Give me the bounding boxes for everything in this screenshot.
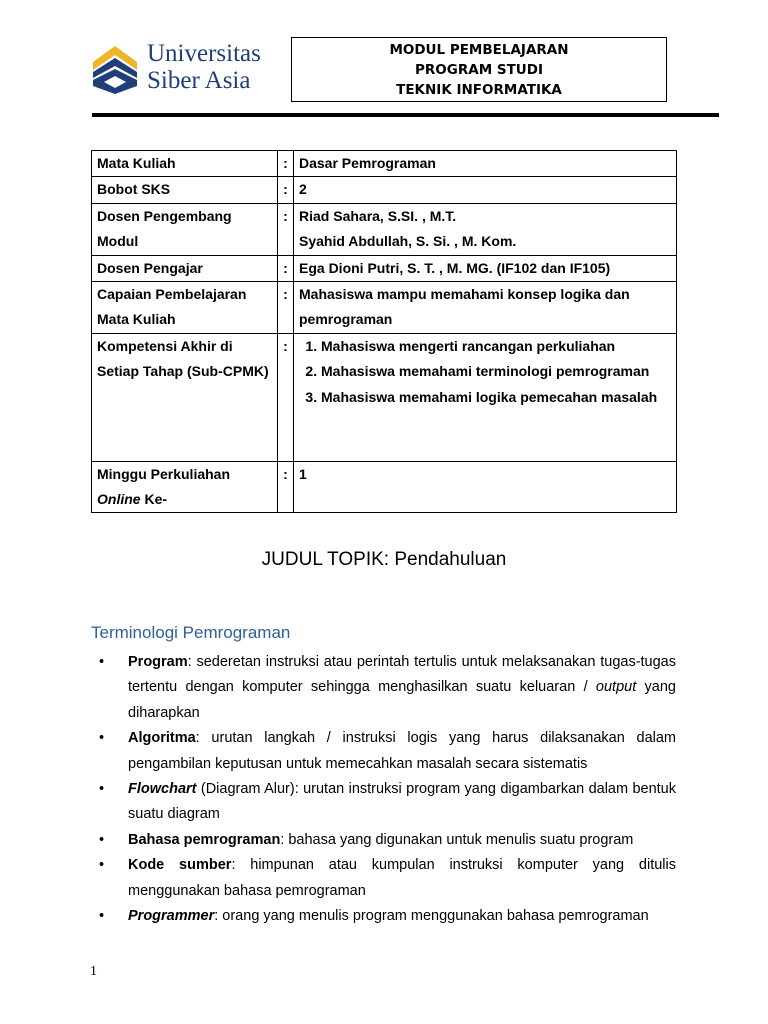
term-name: Program — [128, 654, 188, 670]
course-info-table — [91, 150, 677, 513]
table-row — [92, 203, 677, 255]
header-line-2: PROGRAM STUDI — [415, 61, 543, 78]
bullet-icon: • — [99, 857, 105, 874]
table-row — [92, 461, 677, 512]
bullet-icon: • — [99, 831, 105, 848]
row-value: Ega Dioni Putri, S. T. , M. MG. (IF102 dan IF105) — [294, 255, 677, 281]
module-header-box — [291, 37, 667, 102]
section-heading: Terminologi Pemrograman — [91, 623, 291, 642]
row-value: Mahasiswa mampu memahami konsep logika dan pemrograman — [294, 282, 677, 334]
table-row — [92, 333, 677, 461]
row-value: Dasar Pemrograman — [294, 151, 677, 177]
row-separator: : — [278, 282, 294, 334]
university-logo — [90, 40, 280, 98]
row-label: Dosen Pengajar — [92, 255, 278, 281]
header-line-3: TEKNIK INFORMATIKA — [396, 81, 562, 98]
label-line — [97, 487, 272, 512]
label-line: Minggu Perkuliahan — [97, 465, 231, 482]
term-definition: : urutan langkah / instruksi logis yang harus dilaksanakan dalam pengambilan keputusan untuk memecahkan masalah secara sistematis — [128, 730, 676, 772]
list-item: 1. Mahasiswa mengerti rancangan perkuliahan — [321, 334, 671, 359]
row-value: 1 — [294, 461, 677, 512]
bullet-icon: • — [99, 781, 105, 798]
row-separator: : — [278, 461, 294, 512]
row-separator: : — [278, 333, 294, 461]
term-name: Kode sumber — [128, 857, 232, 874]
term-definition: : sederetan instruksi atau perintah tertulis untuk melaksanakan tugas-tugas tertentu dengan komputer sehingga menghasilkan suatu keluaran / — [128, 654, 676, 696]
row-value — [294, 333, 677, 461]
bullet-icon: • — [99, 908, 105, 925]
sub-cpmk-list — [299, 334, 671, 410]
row-separator: : — [278, 151, 294, 177]
row-label: Kompetensi Akhir di Setiap Tahap (Sub-CPMK) — [92, 333, 278, 461]
logo-wordmark — [147, 40, 261, 94]
row-label: Capaian Pembelajaran Mata Kuliah — [92, 282, 278, 334]
list-item — [91, 726, 676, 777]
term-definition: : orang yang menulis program menggunakan bahasa pemrograman — [214, 908, 649, 925]
row-label — [92, 461, 278, 512]
list-item: 3. Mahasiswa memahami logika pemecahan masalah — [321, 385, 671, 410]
value-line: Riad Sahara, S.SI. , M.T. — [299, 207, 457, 224]
term-name: Algoritma — [128, 730, 196, 747]
term-definition: (Diagram Alur): urutan instruksi program yang digambarkan dalam bentuk suatu diagram — [128, 781, 676, 823]
logo-line-2: Siber Asia — [147, 67, 251, 94]
university-emblem-icon — [90, 42, 140, 96]
header-divider — [92, 113, 719, 117]
term-definition: : bahasa yang digunakan untuk menulis suatu program — [280, 831, 634, 848]
page-number: 1 — [90, 964, 97, 979]
list-item — [91, 904, 676, 929]
list-item — [91, 650, 676, 726]
term-name: Flowchart — [128, 781, 197, 798]
row-label: Dosen Pengembang Modul — [92, 203, 278, 255]
bullet-icon: • — [99, 654, 105, 670]
header-line-1: MODUL PEMBELAJARAN — [389, 41, 569, 58]
row-separator: : — [278, 255, 294, 281]
label-suffix: Ke- — [144, 491, 168, 508]
topic-title: JUDUL TOPIK: Pendahuluan — [261, 549, 507, 570]
bullet-icon: • — [99, 730, 105, 747]
terminology-list — [91, 650, 676, 929]
list-item — [91, 828, 676, 853]
list-item: 2. Mahasiswa memahami terminologi pemrograman — [321, 359, 671, 384]
table-row — [92, 255, 677, 281]
list-item — [91, 777, 676, 828]
term-italic: output — [595, 679, 637, 696]
row-label: Bobot SKS — [92, 177, 278, 203]
term-name: Programmer — [128, 908, 215, 925]
logo-line-1: Universitas — [147, 40, 261, 67]
term-definition-end: yang diharapkan — [128, 679, 676, 721]
table-row — [92, 282, 677, 334]
table-row — [92, 177, 677, 203]
row-label: Mata Kuliah — [92, 151, 278, 177]
row-separator: : — [278, 177, 294, 203]
term-name: Bahasa pemrograman — [128, 831, 281, 848]
row-value: 2 — [294, 177, 677, 203]
list-item — [91, 853, 676, 904]
table-row — [92, 151, 677, 177]
term-definition: : himpunan atau kumpulan instruksi komputer yang ditulis menggunakan bahasa pemrograman — [128, 857, 676, 899]
label-italic: Online — [97, 491, 141, 508]
value-line: Syahid Abdullah, S. Si. , M. Kom. — [299, 233, 517, 250]
row-separator: : — [278, 203, 294, 255]
row-value — [294, 203, 677, 255]
